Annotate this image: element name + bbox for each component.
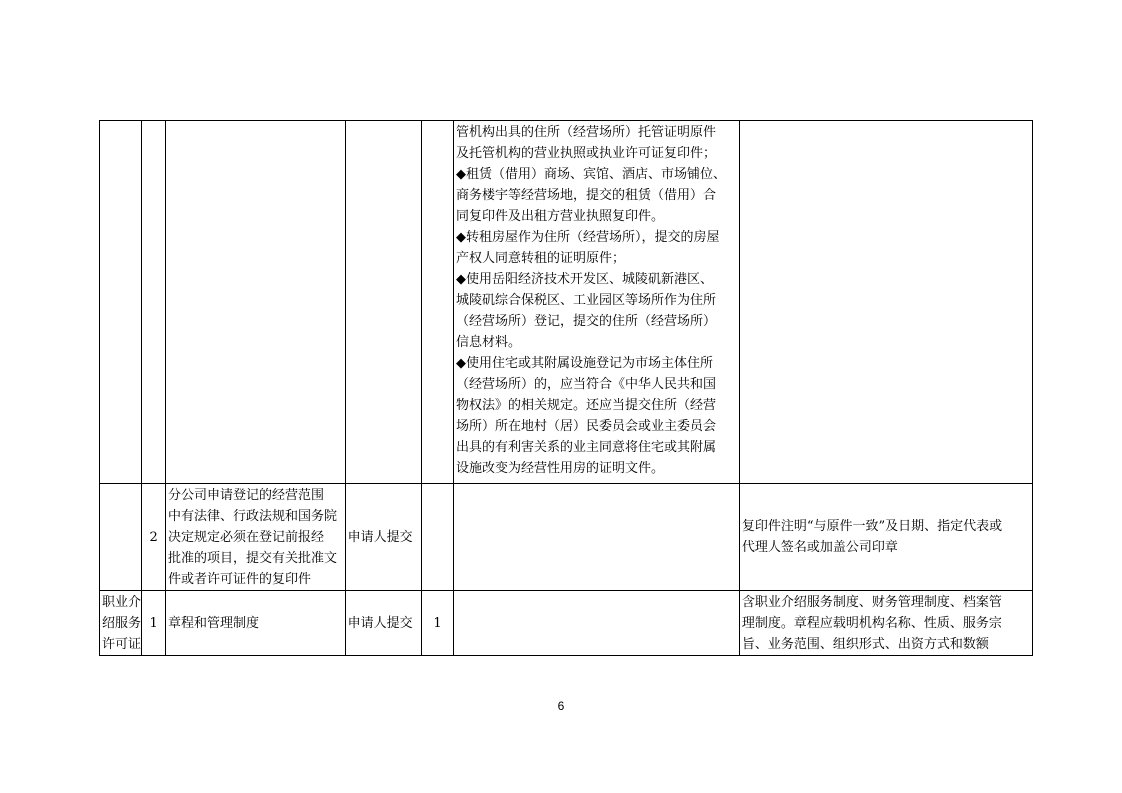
index-cell: 2: [142, 484, 166, 591]
material-cell: 章程和管理制度: [166, 591, 346, 656]
requirements-line: （经营场所）的，应当符合《中华人民共和国: [455, 377, 716, 392]
notes-line: 含职业介绍服务制度、财务管理制度、档案管: [741, 594, 1002, 610]
notes-cell: [739, 591, 1032, 656]
index-cell: [142, 121, 166, 484]
material-cell: [166, 484, 346, 591]
requirements-line: 管机构出具的住所（经营场所）托管证明原件: [455, 125, 716, 140]
copies-cell: [421, 484, 453, 591]
category-cell: [100, 121, 142, 484]
copies-cell: 1: [421, 591, 453, 656]
requirements-line: 及托管机构的营业执照或执业许可证复印件；: [455, 146, 716, 161]
category-cell: [100, 484, 142, 591]
requirements-line: 同复印件及出租方营业执照复印件。: [455, 209, 664, 224]
table-row-license: [100, 591, 1033, 656]
requirements-line: 信息材料。: [455, 335, 521, 350]
requirements-line: （经营场所）登记，提交的住所（经营场所）: [455, 314, 716, 329]
notes-line: 代理人签名或加盖公司印章: [741, 540, 898, 555]
requirements-cell: [453, 484, 739, 591]
category-cell: [100, 591, 142, 656]
requirements-cell: [453, 591, 739, 656]
material-line: 批准的项目，提交有关批准文: [168, 551, 338, 566]
requirements-line: 出具的有利害关系的业主同意将住宅或其附属: [455, 440, 716, 455]
notes-line: 复印件注明“与原件一致”及日期、指定代表或: [741, 519, 1003, 534]
category-line: 职业介: [102, 594, 142, 610]
materials-table: [99, 120, 1033, 656]
notes-line: 理制度。章程应载明机构名称、性质、服务宗: [741, 615, 1002, 631]
requirements-line: 城陵矶综合保税区、工业园区等场所作为住所: [455, 293, 716, 308]
table-row-item-2: [100, 484, 1033, 591]
page-number: 6: [557, 699, 565, 713]
requirements-line: 物权法》的相关规定。还应当提交住所（经营: [455, 398, 716, 413]
notes-cell: [739, 484, 1032, 591]
index-cell: 1: [142, 591, 166, 656]
requirements-line: 产权人同意转租的证明原件；: [455, 251, 625, 266]
material-line: 分公司申请登记的经营范围: [168, 488, 325, 503]
material-line: 件或者许可证件的复印件: [168, 572, 312, 587]
source-cell: 申请人提交: [345, 591, 421, 656]
category-line: 许可证: [102, 636, 142, 652]
requirements-line: ◆转租房屋作为住所（经营场所），提交的房屋: [455, 230, 720, 245]
material-line: 决定规定必须在登记前报经: [168, 530, 325, 545]
requirements-line: 设施改变为经营性用房的证明文件。: [455, 461, 664, 476]
notes-line: 旨、业务范围、组织形式、出资方式和数额: [741, 636, 989, 652]
notes-cell: [739, 121, 1032, 484]
requirements-line: 场所）所在地村（居）民委员会或业主委员会: [455, 419, 716, 434]
requirements-line: ◆使用住宅或其附属设施登记为市场主体住所: [455, 356, 713, 371]
material-cell: [166, 121, 346, 484]
category-line: 绍服务: [102, 615, 142, 631]
material-line: 中有法律、行政法规和国务院: [168, 509, 338, 524]
requirements-cell: [453, 121, 739, 484]
source-cell: [345, 121, 421, 484]
requirements-line: ◆使用岳阳经济技术开发区、城陵矶新港区、: [455, 272, 713, 287]
requirements-line: ◆租赁（借用）商场、宾馆、酒店、市场铺位、: [455, 167, 726, 182]
requirements-line: 商务楼宇等经营场地，提交的租赁（借用）合: [455, 188, 716, 203]
copies-cell: [421, 121, 453, 484]
table-row-continued: [100, 121, 1033, 484]
source-cell: 申请人提交: [345, 484, 421, 591]
